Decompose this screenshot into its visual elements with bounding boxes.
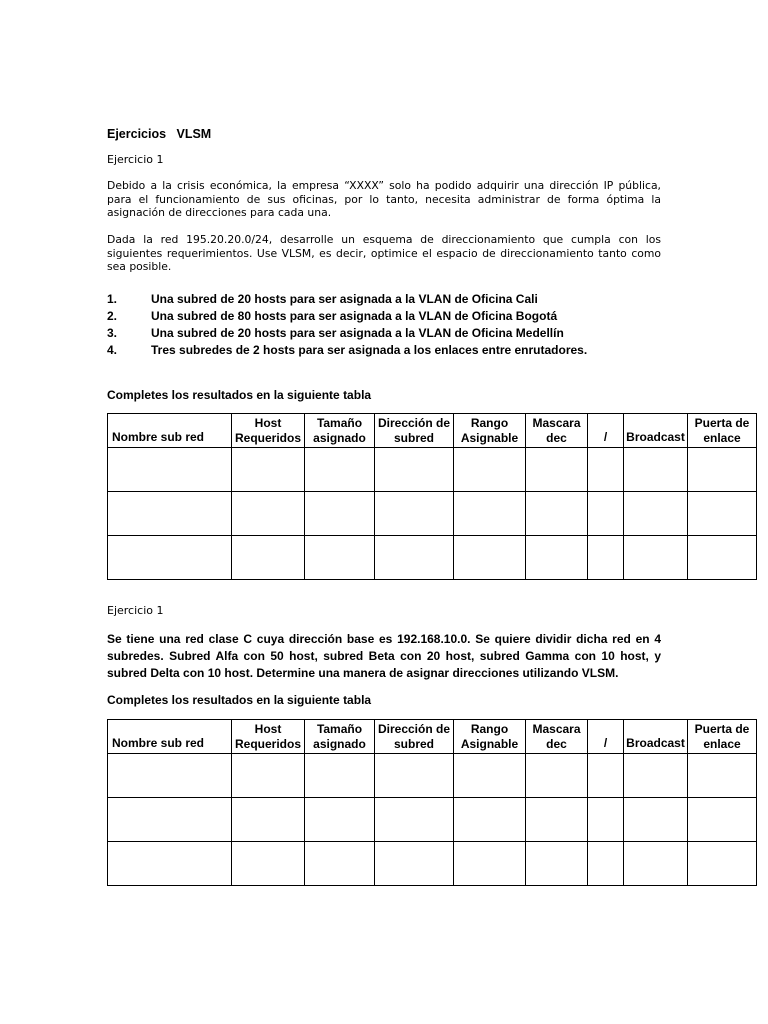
exercise-1-paragraph-2: Dada la red 195.20.20.0/24, desarrolle un esquema de direccionamiento que cumpla con los siguientes requerimientos. Use VLSM, es decir, optimice el espacio de direccionamiento tanto como sea posible. bbox=[107, 233, 661, 273]
table-cell[interactable] bbox=[624, 842, 688, 886]
table-cell[interactable] bbox=[526, 754, 588, 798]
header-nombre: Nombre sub red bbox=[108, 414, 232, 448]
table-cell[interactable] bbox=[375, 492, 454, 536]
table-cell[interactable] bbox=[454, 448, 526, 492]
table-cell[interactable] bbox=[232, 754, 305, 798]
exercise-2-heading: Ejercicio 1 bbox=[107, 604, 164, 617]
table-cell[interactable] bbox=[624, 448, 688, 492]
table-cell[interactable] bbox=[688, 754, 757, 798]
table-cell[interactable] bbox=[526, 448, 588, 492]
table-cell[interactable] bbox=[454, 754, 526, 798]
exercise-1-heading: Ejercicio 1 bbox=[107, 153, 164, 166]
table-cell[interactable] bbox=[305, 492, 375, 536]
exercise-2-paragraph: Se tiene una red clase C cuya dirección base es 192.168.10.0. Se quiere dividir dicha red en 4 subredes. Subred Alfa con 50 host, subred Beta con 20 host, subred Gamma con 10 host, y subred Delta con 10 host. Determine una manera de asignar direcciones utilizando VLSM. bbox=[107, 632, 661, 680]
table-cell[interactable] bbox=[588, 448, 624, 492]
results-table-2 bbox=[107, 719, 757, 886]
table-row bbox=[108, 754, 757, 798]
header-mascara: Mascara dec bbox=[526, 414, 588, 448]
header-rango: Rango Asignable bbox=[454, 414, 526, 448]
table-cell[interactable] bbox=[305, 448, 375, 492]
header-tamano: Tamaño asignado bbox=[305, 414, 375, 448]
list-text: Tres subredes de 2 hosts para ser asignada a los enlaces entre enrutadores. bbox=[151, 343, 588, 357]
table-cell[interactable] bbox=[526, 492, 588, 536]
document-title: Ejercicios VLSM bbox=[107, 127, 212, 141]
table-cell[interactable] bbox=[454, 492, 526, 536]
table-cell[interactable] bbox=[305, 754, 375, 798]
table-cell[interactable] bbox=[588, 754, 624, 798]
table-cell[interactable] bbox=[305, 536, 375, 580]
header-broadcast: Broadcast bbox=[624, 414, 688, 448]
header-direccion: Dirección de subred bbox=[375, 414, 454, 448]
table-2-caption: Completes los resultados en la siguiente tabla bbox=[107, 693, 372, 707]
table-cell[interactable] bbox=[624, 536, 688, 580]
table-cell[interactable] bbox=[624, 798, 688, 842]
list-number: 3. bbox=[107, 326, 118, 340]
header-host: Host Requeridos bbox=[232, 720, 305, 754]
header-mascara: Mascara dec bbox=[526, 720, 588, 754]
table-cell[interactable] bbox=[454, 536, 526, 580]
results-table-1 bbox=[107, 413, 757, 580]
table-cell[interactable] bbox=[305, 842, 375, 886]
table-cell[interactable] bbox=[688, 798, 757, 842]
table-cell[interactable] bbox=[454, 798, 526, 842]
table-cell[interactable] bbox=[624, 754, 688, 798]
table-cell[interactable] bbox=[232, 448, 305, 492]
table-cell[interactable] bbox=[526, 842, 588, 886]
requirement-item-2 bbox=[107, 309, 557, 323]
list-text: Una subred de 20 hosts para ser asignada a la VLAN de Oficina Medellín bbox=[151, 326, 564, 340]
header-host: Host Requeridos bbox=[232, 414, 305, 448]
header-puerta: Puerta de enlace bbox=[688, 414, 757, 448]
header-tamano: Tamaño asignado bbox=[305, 720, 375, 754]
header-puerta: Puerta de enlace bbox=[688, 720, 757, 754]
table-cell[interactable] bbox=[624, 492, 688, 536]
list-number: 2. bbox=[107, 309, 118, 323]
table-cell[interactable] bbox=[232, 798, 305, 842]
table-cell[interactable] bbox=[108, 842, 232, 886]
table-row bbox=[108, 798, 757, 842]
table-cell[interactable] bbox=[526, 536, 588, 580]
header-direccion: Dirección de subred bbox=[375, 720, 454, 754]
table-cell[interactable] bbox=[232, 842, 305, 886]
table-cell[interactable] bbox=[232, 492, 305, 536]
list-number: 4. bbox=[107, 343, 118, 357]
table-1-caption: Completes los resultados en la siguiente tabla bbox=[107, 388, 372, 402]
table-cell[interactable] bbox=[588, 842, 624, 886]
list-text: Una subred de 80 hosts para ser asignada a la VLAN de Oficina Bogotá bbox=[151, 309, 558, 323]
table-cell[interactable] bbox=[108, 536, 232, 580]
table-cell[interactable] bbox=[375, 448, 454, 492]
list-number: 1. bbox=[107, 292, 118, 306]
table-cell[interactable] bbox=[305, 798, 375, 842]
table-cell[interactable] bbox=[688, 448, 757, 492]
table-row bbox=[108, 492, 757, 536]
table-cell[interactable] bbox=[375, 536, 454, 580]
requirement-item-1 bbox=[107, 292, 538, 306]
table-row bbox=[108, 842, 757, 886]
table-cell[interactable] bbox=[108, 448, 232, 492]
table-cell[interactable] bbox=[688, 842, 757, 886]
table-header-row bbox=[108, 414, 757, 448]
header-nombre: Nombre sub red bbox=[108, 720, 232, 754]
header-slash: / bbox=[588, 414, 624, 448]
table-cell[interactable] bbox=[232, 536, 305, 580]
table-cell[interactable] bbox=[688, 492, 757, 536]
requirement-item-3 bbox=[107, 326, 564, 340]
table-cell[interactable] bbox=[108, 492, 232, 536]
table-cell[interactable] bbox=[688, 536, 757, 580]
table-cell[interactable] bbox=[108, 798, 232, 842]
table-cell[interactable] bbox=[375, 798, 454, 842]
table-cell[interactable] bbox=[526, 798, 588, 842]
table-cell[interactable] bbox=[375, 754, 454, 798]
table-cell[interactable] bbox=[588, 798, 624, 842]
table-cell[interactable] bbox=[375, 842, 454, 886]
table-cell[interactable] bbox=[588, 492, 624, 536]
table-cell[interactable] bbox=[108, 754, 232, 798]
list-text: Una subred de 20 hosts para ser asignada a la VLAN de Oficina Cali bbox=[151, 292, 538, 306]
table-cell[interactable] bbox=[454, 842, 526, 886]
table-row bbox=[108, 536, 757, 580]
header-rango: Rango Asignable bbox=[454, 720, 526, 754]
table-header-row bbox=[108, 720, 757, 754]
header-slash: / bbox=[588, 720, 624, 754]
exercise-1-paragraph-1: Debido a la crisis económica, la empresa “XXXX” solo ha podido adquirir una dirección IP pública, para el funcionamiento de sus oficinas, por lo tanto, necesita administrar de forma óptima la asignación de direcciones para cada una. bbox=[107, 179, 661, 219]
table-cell[interactable] bbox=[588, 536, 624, 580]
table-row bbox=[108, 448, 757, 492]
requirement-item-4 bbox=[107, 343, 587, 357]
header-broadcast: Broadcast bbox=[624, 720, 688, 754]
